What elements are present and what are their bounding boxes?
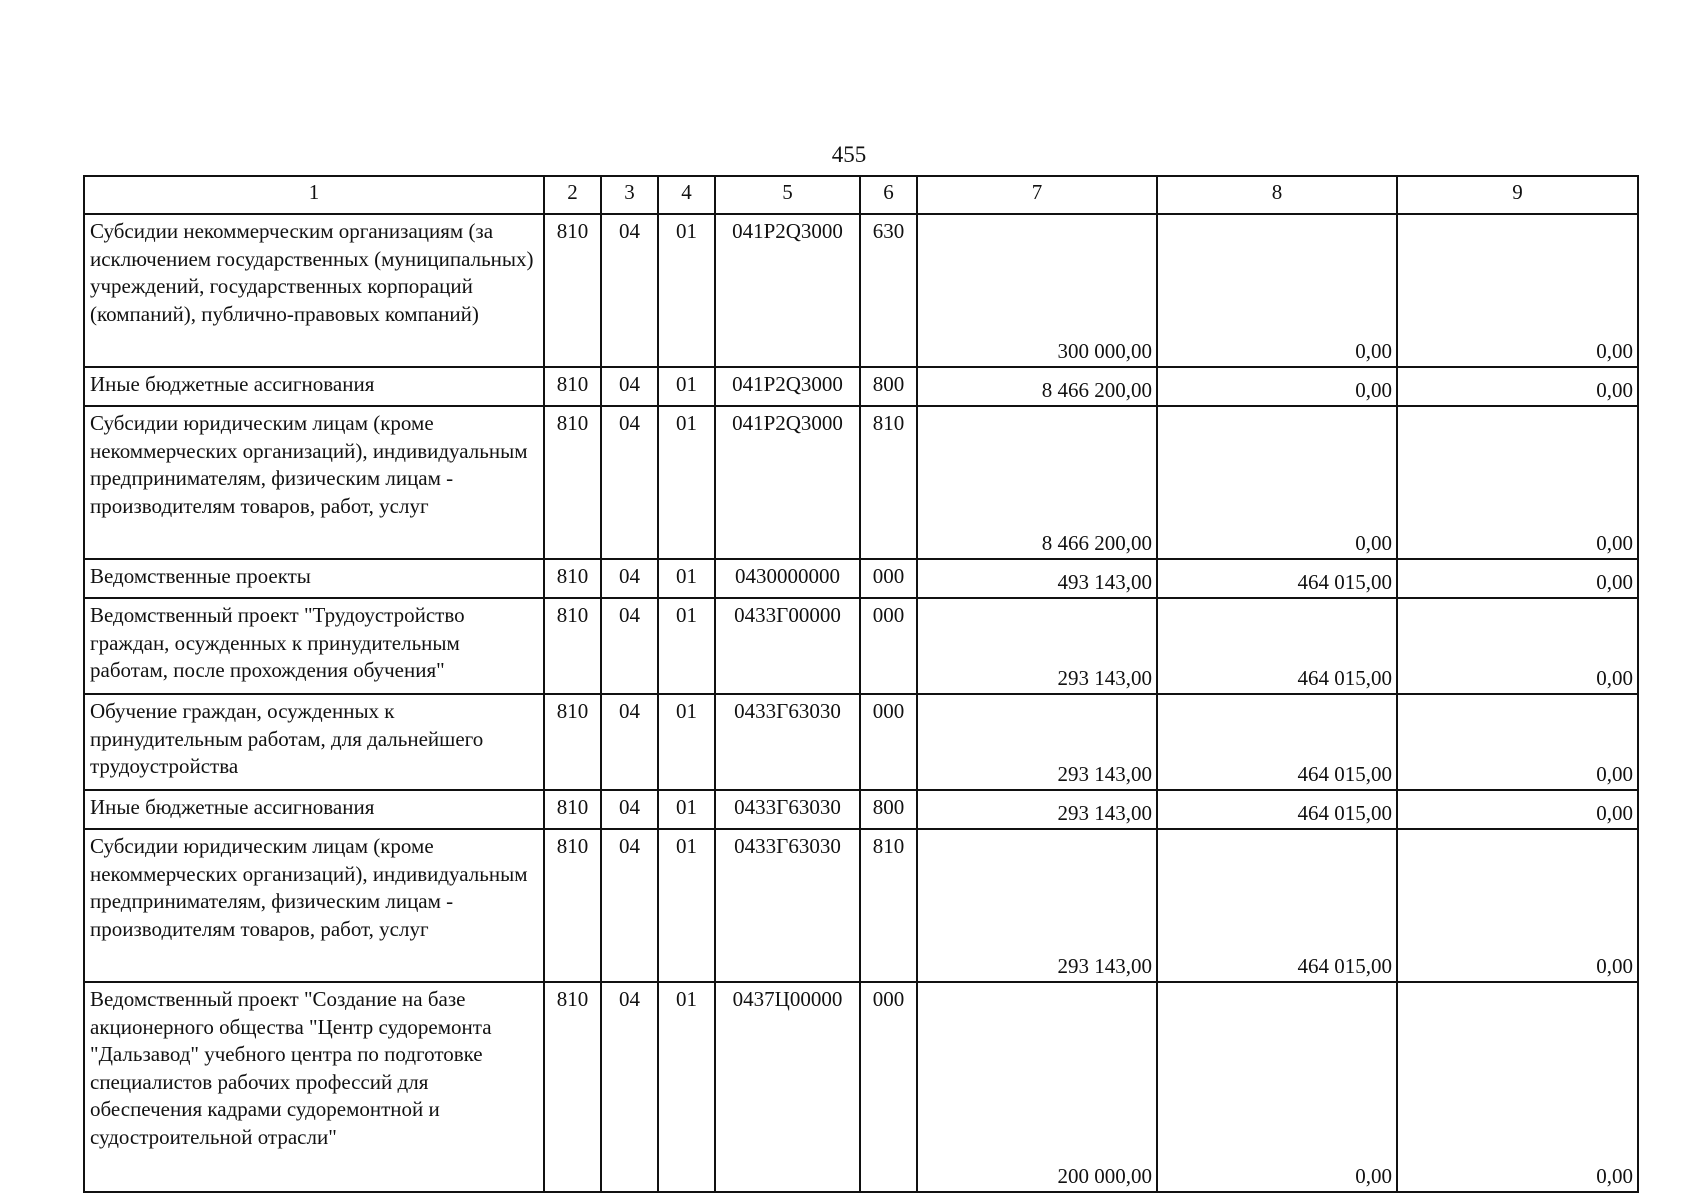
cell-amount-8: 464 015,00 [1157,559,1397,598]
cell-amount-8: 0,00 [1157,982,1397,1192]
cell-amount-9: 0,00 [1397,598,1638,694]
cell-code-4: 01 [658,367,715,406]
cell-code-2: 810 [544,982,601,1192]
header-cell: 5 [715,176,860,214]
cell-code-2: 810 [544,367,601,406]
cell-code-3: 04 [601,829,658,982]
cell-amount-7: 8 466 200,00 [917,406,1157,559]
cell-code-5: 0433Г00000 [715,598,860,694]
cell-amount-9: 0,00 [1397,790,1638,829]
cell-amount-9: 0,00 [1397,559,1638,598]
cell-amount-8: 464 015,00 [1157,694,1397,790]
budget-table [83,175,1639,1193]
cell-amount-7: 200 000,00 [917,982,1157,1192]
cell-amount-9: 0,00 [1397,829,1638,982]
cell-code-3: 04 [601,367,658,406]
table-row [84,982,1638,1192]
cell-description: Ведомственные проекты [84,559,544,598]
cell-code-3: 04 [601,406,658,559]
cell-amount-7: 293 143,00 [917,694,1157,790]
cell-description: Субсидии некоммерческим организациям (за исключением государственных (муниципальных) учреждений, государственных корпораций (компаний), публично-правовых компаний) [84,214,544,367]
cell-code-4: 01 [658,214,715,367]
header-cell: 3 [601,176,658,214]
cell-code-6: 800 [860,790,917,829]
header-cell: 1 [84,176,544,214]
cell-amount-9: 0,00 [1397,406,1638,559]
header-cell: 7 [917,176,1157,214]
cell-code-6: 810 [860,829,917,982]
cell-code-4: 01 [658,694,715,790]
table-row [84,367,1638,406]
cell-code-3: 04 [601,982,658,1192]
cell-code-6: 000 [860,598,917,694]
page-number: 455 [831,142,867,167]
cell-code-5: 0437Ц00000 [715,982,860,1192]
table-row [84,790,1638,829]
cell-code-4: 01 [658,598,715,694]
cell-code-2: 810 [544,790,601,829]
cell-description: Ведомственный проект "Создание на базе акционерного общества "Центр судоремонта "Дальзавод" учебного центра по подготовке специалистов рабочих профессий для обеспечения кадрами судоремонтной и судостроительной отрасли" [84,982,544,1192]
header-cell: 6 [860,176,917,214]
cell-code-6: 810 [860,406,917,559]
cell-code-2: 810 [544,214,601,367]
cell-amount-7: 293 143,00 [917,790,1157,829]
cell-code-6: 000 [860,982,917,1192]
cell-code-4: 01 [658,559,715,598]
table-row [84,214,1638,367]
cell-description: Ведомственный проект "Трудоустройство граждан, осужденных к принудительным работам, после прохождения обучения" [84,598,544,694]
cell-description: Обучение граждан, осужденных к принудительным работам, для дальнейшего трудоустройства [84,694,544,790]
table-row [84,694,1638,790]
cell-description: Иные бюджетные ассигнования [84,367,544,406]
cell-code-3: 04 [601,694,658,790]
cell-code-3: 04 [601,214,658,367]
cell-description: Иные бюджетные ассигнования [84,790,544,829]
cell-code-2: 810 [544,559,601,598]
cell-code-5: 041P2Q3000 [715,406,860,559]
cell-code-4: 01 [658,829,715,982]
cell-amount-7: 293 143,00 [917,829,1157,982]
cell-amount-7: 300 000,00 [917,214,1157,367]
cell-code-5: 0433Г63030 [715,694,860,790]
cell-amount-7: 293 143,00 [917,598,1157,694]
cell-code-6: 800 [860,367,917,406]
cell-code-5: 041P2Q3000 [715,214,860,367]
cell-code-2: 810 [544,598,601,694]
cell-code-6: 000 [860,559,917,598]
cell-description: Субсидии юридическим лицам (кроме некоммерческих организаций), индивидуальным предпринимателям, физическим лицам - производителям товаров, работ, услуг [84,829,544,982]
cell-code-6: 000 [860,694,917,790]
cell-amount-8: 464 015,00 [1157,598,1397,694]
cell-code-6: 630 [860,214,917,367]
header-cell: 2 [544,176,601,214]
cell-code-2: 810 [544,829,601,982]
cell-code-5: 0430000000 [715,559,860,598]
cell-code-3: 04 [601,559,658,598]
cell-amount-8: 464 015,00 [1157,790,1397,829]
cell-amount-8: 464 015,00 [1157,829,1397,982]
table-row [84,406,1638,559]
cell-amount-8: 0,00 [1157,406,1397,559]
cell-amount-9: 0,00 [1397,367,1638,406]
cell-amount-9: 0,00 [1397,214,1638,367]
cell-code-4: 01 [658,982,715,1192]
cell-code-5: 041P2Q3000 [715,367,860,406]
header-cell: 9 [1397,176,1638,214]
cell-code-4: 01 [658,406,715,559]
cell-code-3: 04 [601,598,658,694]
table-header-row [84,176,1638,214]
cell-amount-9: 0,00 [1397,982,1638,1192]
cell-code-5: 0433Г63030 [715,790,860,829]
header-cell: 4 [658,176,715,214]
table-row [84,559,1638,598]
cell-amount-9: 0,00 [1397,694,1638,790]
table-row [84,598,1638,694]
cell-amount-7: 493 143,00 [917,559,1157,598]
cell-code-4: 01 [658,790,715,829]
cell-description: Субсидии юридическим лицам (кроме некоммерческих организаций), индивидуальным предпринимателям, физическим лицам - производителям товаров, работ, услуг [84,406,544,559]
cell-code-3: 04 [601,790,658,829]
cell-code-2: 810 [544,694,601,790]
cell-amount-7: 8 466 200,00 [917,367,1157,406]
header-cell: 8 [1157,176,1397,214]
cell-amount-8: 0,00 [1157,214,1397,367]
cell-amount-8: 0,00 [1157,367,1397,406]
table-row [84,829,1638,982]
cell-code-5: 0433Г63030 [715,829,860,982]
cell-code-2: 810 [544,406,601,559]
